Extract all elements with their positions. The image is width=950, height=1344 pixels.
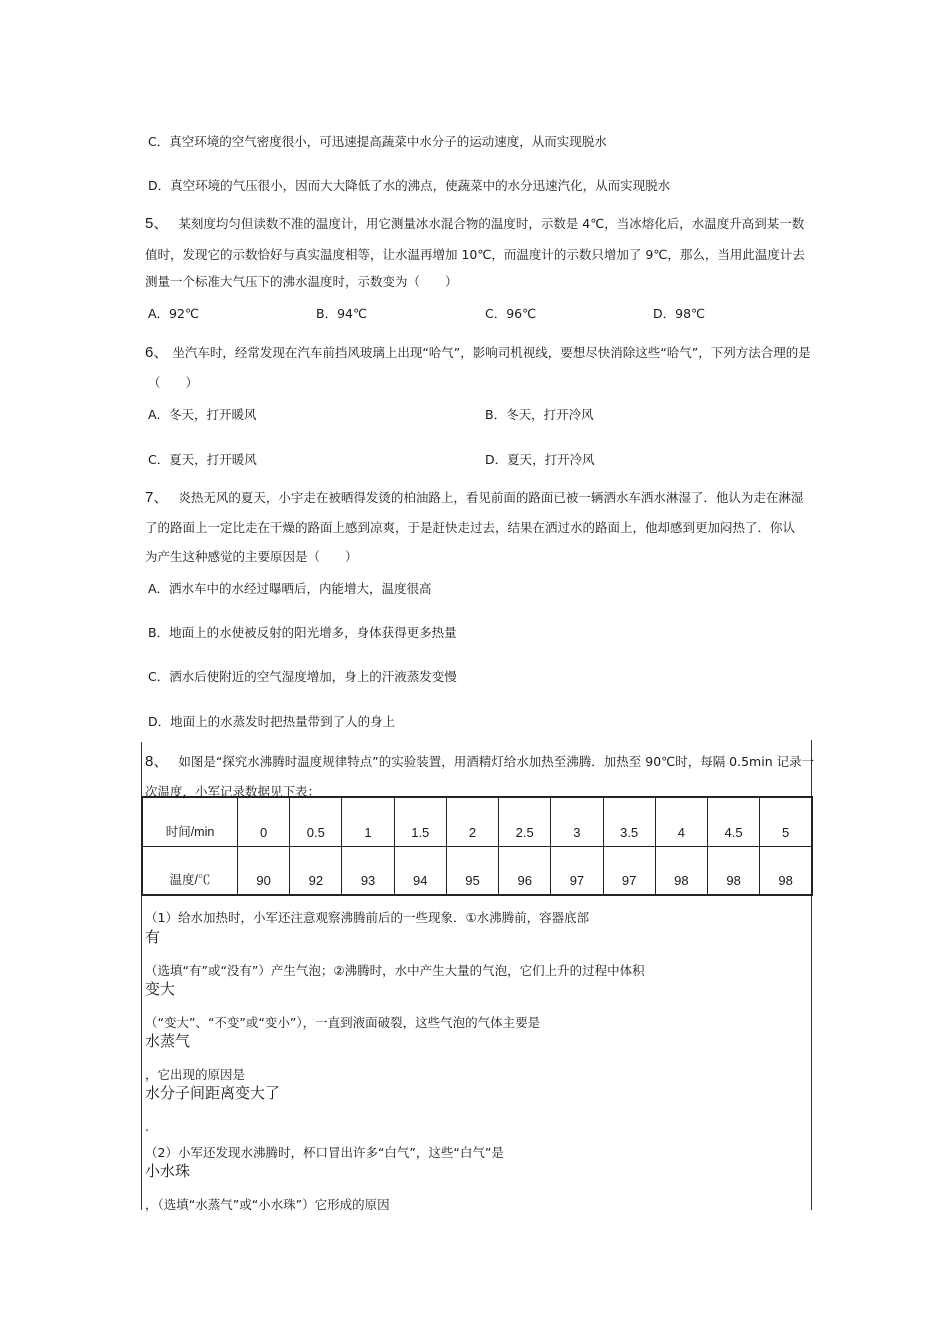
q7-option-c: C．洒水后使附近的空气湿度增加，身上的汗液蒸发变慢 [148,669,457,684]
time-cell: 1.5 [394,797,446,846]
q7-line-3: 为产生这种感觉的主要原因是（ ） [145,549,358,564]
temperature-cell: 97 [603,846,655,895]
temperature-cell: 94 [394,846,446,895]
temperature-header: 温度/℃ [142,846,238,895]
temperature-cell: 95 [446,846,498,895]
time-cell: 3 [551,797,603,846]
answer-2: 变大 [145,980,176,998]
q5-line-3: 测量一个标准大气压下的沸水温度时，示数变为（ ） [145,274,458,289]
q5-option-b: B．94℃ [316,306,368,321]
q6-number: 6、 [145,344,169,361]
q7-line-1 [145,490,803,506]
time-cell: 3.5 [603,797,655,846]
time-cell: 5 [760,797,812,846]
time-cell: 2 [446,797,498,846]
q4-option-d: D．真空环境的气压很小，因而大大降低了水的沸点，使蔬菜中的水分迅速汽化，从而实现脱水 [148,178,671,193]
q6-text-1: 坐汽车时，经常发现在汽车前挡风玻璃上出现“哈气”，影响司机视线，要想尽快消除这些“哈气”，下列方法合理的是 [172,345,811,360]
answer-1: 有 [145,928,161,946]
q8-line-2: 次温度，小军记录数据见下表： [145,784,321,799]
q5-number: 5、 [145,215,169,232]
q5-line-1 [145,216,804,232]
q6-line-2: （ ） [148,375,199,390]
q7-option-a: A．洒水车中的水经过曝晒后，内能增大，温度很高 [148,581,432,596]
q8-part2-text: （2）小军还发现水沸腾时，杯口冒出许多“白气”，这些“白气”是 [145,1145,504,1160]
answer-3: 水蒸气 [145,1032,191,1050]
q8-part1-text-4: ，它出现的原因是 [145,1067,246,1082]
q7-option-d: D．地面上的水蒸发时把热量带到了人的身上 [148,714,396,729]
time-row [142,797,812,846]
temperature-cell: 90 [238,846,290,895]
q6-option-c: C．夏天，打开暖风 [148,452,257,467]
q8-part1-text-3: （“变大”、“不变”或“变小”），一直到液面破裂，这些气泡的气体主要是 [145,1015,541,1030]
time-cell: 2.5 [499,797,551,846]
q5-option-d: D．98℃ [653,306,706,321]
q6-line-1 [145,345,811,361]
time-cell: 0.5 [290,797,342,846]
q8-part1-text: （1）给水加热时，小军还注意观察沸腾前后的一些现象．①水沸腾前，容器底部 [145,910,590,925]
q8-line-1 [145,754,814,770]
time-cell: 0 [238,797,290,846]
answer-4: 水分子间距离变大了 [145,1084,281,1102]
q5-option-a: A．92℃ [148,306,199,321]
time-cell: 1 [342,797,394,846]
temperature-data-table [141,796,813,896]
temperature-cell: 98 [707,846,759,895]
q6-option-b: B．冬天，打开冷风 [485,407,594,422]
q4-option-c: C．真空环境的空气密度很小，可迅速提高蔬菜中水分子的运动速度，从而实现脱水 [148,134,607,149]
q6-option-d: D．夏天，打开冷风 [485,452,595,467]
temperature-cell: 93 [342,846,394,895]
temperature-cell: 98 [655,846,707,895]
q8-text-1: 如图是“探究水沸腾时温度规律特点”的实验装置，用酒精灯给水加热至沸腾．加热至 90℃时，每隔 0.5min 记录一 [178,754,815,769]
temperature-cell: 96 [499,846,551,895]
time-cell: 4 [655,797,707,846]
q6-option-a: A．冬天，打开暖风 [148,407,257,422]
q5-line-2: 值时，发现它的示数恰好与真实温度相等，让水温再增加 10℃，而温度计的示数只增加了 9℃，那么，当用此温度计去 [145,247,805,262]
q5-option-c: C．96℃ [485,306,537,321]
q8-part1-text-2: （选填“有”或“没有”）产生气泡；②沸腾时，水中产生大量的气泡，它们上升的过程中体积 [145,963,645,978]
q5-text-1: 某刻度均匀但读数不准的温度计，用它测量冰水混合物的温度时，示数是 4℃，当冰熔化后，水温度升高到某一数 [178,216,805,231]
answer-5: 小水珠 [145,1162,191,1180]
temperature-cell: 92 [290,846,342,895]
q8-part2-text-2: ，（选填“水蒸气”或“小水珠”）它形成的原因 [145,1197,390,1212]
q7-line-2: 了的路面上一定比走在干燥的路面上感到凉爽，于是赶快走过去，结果在洒过水的路面上，他却感到更加闷热了．你认 [145,520,796,535]
temperature-cell: 97 [551,846,603,895]
time-header: 时间/min [142,797,238,846]
q7-number: 7、 [145,489,169,506]
temperature-row [142,846,812,895]
q8-number: 8、 [145,753,169,770]
time-cell: 4.5 [707,797,759,846]
q7-option-b: B．地面上的水使被反射的阳光增多，身体获得更多热量 [148,625,457,640]
temperature-cell: 98 [760,846,812,895]
q8-part1-end: . [145,1119,149,1134]
q7-text-1: 炎热无风的夏天，小宇走在被晒得发烫的柏油路上，看见前面的路面已被一辆洒水车洒水淋湿了．他认为走在淋湿 [178,490,804,505]
